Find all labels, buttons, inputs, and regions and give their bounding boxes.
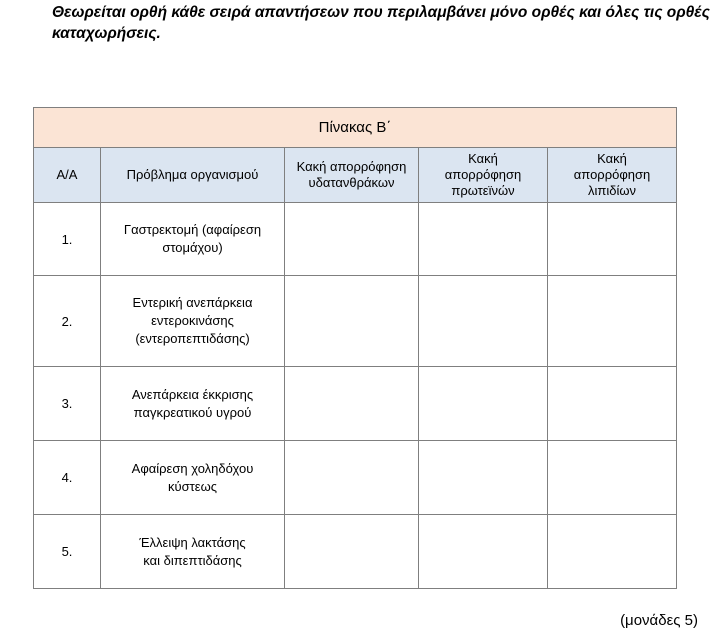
answer-cell-carbs[interactable] <box>285 367 419 441</box>
table-title: Πίνακας Β΄ <box>34 108 677 148</box>
row-number: 4. <box>34 441 101 515</box>
table-row <box>34 441 677 515</box>
header-carbs: Κακή απορρόφηση υδατανθράκων <box>285 148 419 203</box>
instruction-text: Θεωρείται ορθή κάθε σειρά απαντήσεων που περιλαμβάνει μόνο ορθές και όλες τις ορθές καταχωρήσεις. <box>52 4 710 42</box>
answer-cell-proteins[interactable] <box>419 441 548 515</box>
table-b <box>33 107 677 589</box>
row-problem: Ανεπάρκεια έκκρισης παγκρεατικού υγρού <box>101 367 285 441</box>
header-proteins: Κακή απορρόφηση πρωτεϊνών <box>419 148 548 203</box>
answer-cell-carbs[interactable] <box>285 441 419 515</box>
answer-cell-proteins[interactable] <box>419 203 548 276</box>
table-row <box>34 203 677 276</box>
row-problem: Αφαίρεση χοληδόχου κύστεως <box>101 441 285 515</box>
answer-cell-proteins[interactable] <box>419 276 548 367</box>
answer-cell-carbs[interactable] <box>285 276 419 367</box>
answer-cell-proteins[interactable] <box>419 515 548 589</box>
row-number: 2. <box>34 276 101 367</box>
answer-cell-carbs[interactable] <box>285 515 419 589</box>
header-lipids: Κακή απορρόφηση λιπιδίων <box>548 148 677 203</box>
table-header-row <box>34 148 677 203</box>
answer-cell-lipids[interactable] <box>548 203 677 276</box>
table-row <box>34 515 677 589</box>
marks-label: (μονάδες 5) <box>620 612 698 629</box>
answer-cell-lipids[interactable] <box>548 441 677 515</box>
table-row <box>34 367 677 441</box>
row-number: 5. <box>34 515 101 589</box>
answer-cell-lipids[interactable] <box>548 367 677 441</box>
answer-cell-carbs[interactable] <box>285 203 419 276</box>
row-problem: Έλλειψη λακτάσης και διπεπτιδάσης <box>101 515 285 589</box>
answer-cell-lipids[interactable] <box>548 276 677 367</box>
table-row <box>34 276 677 367</box>
row-number: 3. <box>34 367 101 441</box>
answer-cell-lipids[interactable] <box>548 515 677 589</box>
header-problem: Πρόβλημα οργανισμού <box>101 148 285 203</box>
answer-cell-proteins[interactable] <box>419 367 548 441</box>
header-aa: Α/Α <box>34 148 101 203</box>
row-problem: Εντερική ανεπάρκεια εντεροκινάσης (εντεροπεπτιδάσης) <box>101 276 285 367</box>
table-title-row <box>34 108 677 148</box>
row-problem: Γαστρεκτομή (αφαίρεση στομάχου) <box>101 203 285 276</box>
row-number: 1. <box>34 203 101 276</box>
